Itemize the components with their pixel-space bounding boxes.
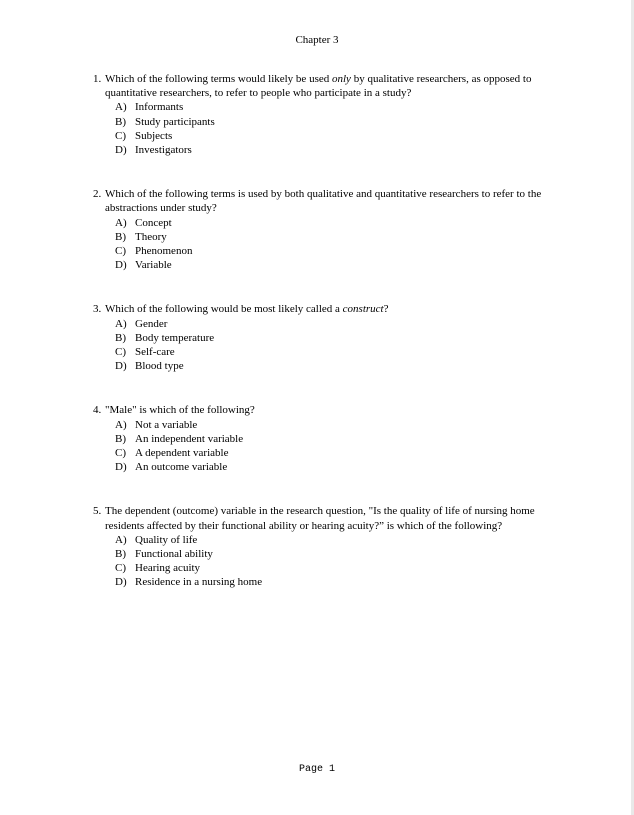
option-letter: D) [115, 144, 127, 157]
option-text: Gender [135, 317, 168, 330]
question-text: Which of the following would be most likely called a construct? [105, 303, 389, 316]
option-text: Study participants [135, 115, 215, 128]
option-letter: C) [115, 346, 126, 359]
option-row [115, 230, 552, 244]
question-2 [93, 187, 554, 272]
option-text: Investigators [135, 144, 192, 157]
option-letter: D) [115, 461, 127, 474]
option-row [115, 547, 552, 561]
option-text: Hearing acuity [135, 562, 201, 575]
option-row [115, 561, 552, 575]
question-number: 2. [93, 188, 102, 201]
option-row [115, 533, 552, 547]
question-4 [93, 403, 554, 474]
option-letter: A) [115, 317, 127, 330]
option-row [115, 331, 552, 345]
option-row [115, 100, 552, 114]
option-letter: B) [115, 548, 126, 561]
option-row [115, 418, 552, 432]
option-row [115, 143, 552, 157]
option-text: Phenomenon [135, 245, 193, 258]
question-list [93, 72, 554, 620]
option-text: Quality of life [135, 533, 198, 546]
question-number: 1. [93, 73, 102, 85]
option-letter: A) [115, 101, 127, 114]
option-row [115, 575, 552, 589]
option-text: A dependent variable [135, 447, 229, 460]
option-row [115, 258, 552, 272]
option-letter: A) [115, 533, 127, 546]
chapter-title: Chapter 3 [295, 34, 339, 46]
option-letter: B) [115, 432, 126, 445]
question-5 [93, 504, 554, 589]
option-row [115, 317, 552, 331]
option-letter: B) [115, 331, 126, 344]
option-text: An outcome variable [135, 461, 228, 474]
option-text: Variable [135, 259, 172, 272]
option-row [115, 432, 552, 446]
option-text: Self-care [135, 346, 175, 359]
question-number: 3. [93, 303, 102, 316]
option-text: Functional ability [135, 548, 213, 561]
option-row [115, 115, 552, 129]
option-row [115, 359, 552, 373]
option-letter: D) [115, 360, 127, 373]
option-letter: C) [115, 245, 126, 258]
question-number: 4. [93, 404, 102, 417]
option-letter: C) [115, 447, 126, 460]
option-row [115, 129, 552, 143]
option-row [115, 446, 552, 460]
question-number: 5. [93, 505, 102, 518]
question-text: Which of the following terms would likely be used only by qualitative researchers, as opposed to quantitative researchers, to refer to people who participate in a study? [105, 73, 532, 100]
option-text: Theory [135, 230, 167, 243]
question-1 [93, 72, 554, 157]
option-letter: B) [115, 115, 126, 128]
option-letter: C) [115, 129, 126, 142]
option-letter: A) [115, 216, 127, 229]
option-text: An independent variable [135, 432, 244, 445]
option-row [115, 345, 552, 359]
option-text: Concept [135, 216, 172, 229]
option-text: Informants [135, 101, 184, 114]
question-3 [93, 302, 554, 373]
page-number-footer: Page 1 [298, 764, 335, 775]
option-row [115, 244, 552, 258]
option-letter: D) [115, 576, 127, 589]
option-letter: C) [115, 562, 126, 575]
option-text: Not a variable [135, 418, 198, 431]
option-letter: A) [115, 418, 127, 431]
question-text: The dependent (outcome) variable in the research question, "Is the quality of life of nursing home residents affected by their functional ability or hearing acuity?” is which of the following? [105, 505, 535, 532]
option-text: Blood type [135, 360, 184, 373]
option-row [115, 216, 552, 230]
option-text: Subjects [135, 129, 173, 142]
question-text: "Male" is which of the following? [105, 404, 255, 417]
option-text: Body temperature [135, 331, 215, 344]
question-text: Which of the following terms is used by both qualitative and quantitative researchers to refer to the abstractions under study? [105, 188, 542, 215]
option-row [115, 460, 552, 474]
option-letter: B) [115, 230, 126, 243]
option-text: Residence in a nursing home [135, 576, 263, 589]
option-letter: D) [115, 259, 127, 272]
